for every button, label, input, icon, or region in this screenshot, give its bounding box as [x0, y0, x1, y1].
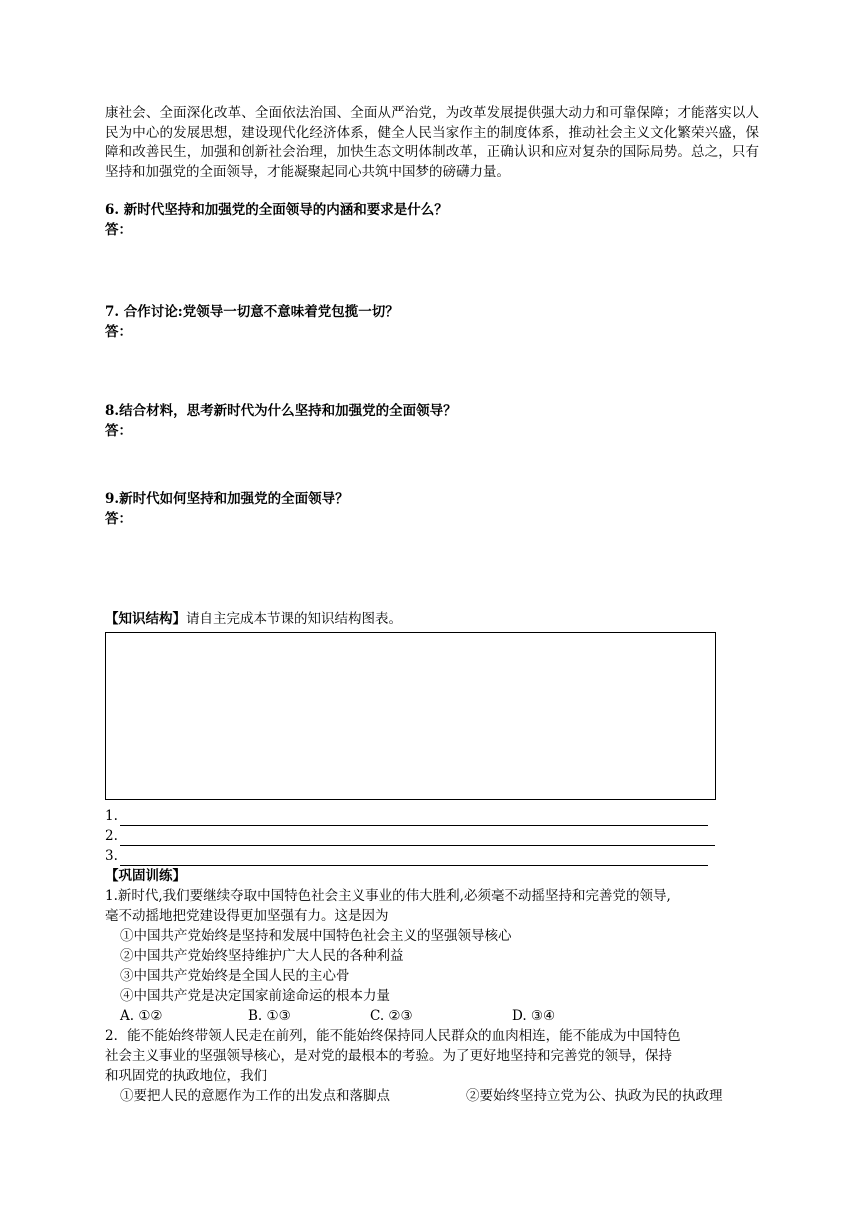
- blank-line-2[interactable]: [120, 831, 715, 846]
- practice-q1-statement-3: ③中国共产党始终是全国人民的主心骨: [120, 968, 350, 984]
- question-9: 9.新时代如何坚持和加强党的全面领导？: [105, 491, 349, 507]
- practice-q1-statement-1: ①中国共产党始终是坚持和发展中国特色社会主义的坚强领导核心: [120, 928, 512, 944]
- blank-line-1[interactable]: [120, 811, 708, 826]
- answer-label-7: 答：: [105, 324, 132, 340]
- blank-line-3[interactable]: [120, 851, 708, 866]
- practice-q2-stem-line-2: 社会主义事业的坚强领导核心，是对党的最根本的考验。为了更好地坚持和完善党的领导，保持: [105, 1048, 672, 1064]
- blank-number-2: 2.: [105, 828, 118, 844]
- answer-label-6: 答：: [105, 222, 132, 238]
- answer-label-8: 答：: [105, 423, 132, 439]
- option-b[interactable]: B. ①③: [248, 1008, 291, 1024]
- practice-heading: 【巩固训练】: [105, 868, 186, 884]
- knowledge-structure-header: [105, 609, 402, 629]
- practice-q2-stem-line-1: 2．能不能始终带领人民走在前列，能不能始终保持同人民群众的血肉相连，能不能成为中国特色: [105, 1028, 681, 1044]
- blank-number-1: 1.: [105, 808, 118, 824]
- practice-q1-statement-2: ②中国共产党始终坚持维护广大人民的各种利益: [120, 948, 404, 964]
- option-a[interactable]: A. ①②: [120, 1008, 163, 1024]
- practice-q2-statement-1: ①要把人民的意愿作为工作的出发点和落脚点: [120, 1088, 390, 1104]
- blank-row-1[interactable]: [105, 806, 708, 826]
- knowledge-structure-heading: 【知识结构】: [105, 611, 186, 627]
- intro-paragraph: 康社会、全面深化改革、全面依法治国、全面从严治党，为改革发展提供强大动力和可靠保障；才能落实以人民为中心的发展思想，建设现代化经济体系，健全人民当家作主的制度体系，推动社会主义文化繁荣兴盛，保障和改善民生，加强和创新社会治理，加快生态文明体制改革，正确认识和应对复杂的国际局势。总之，只有坚持和加强党的全面领导，才能凝聚起同心共筑中国梦的磅礴力量。: [105, 105, 759, 180]
- practice-q1-stem-line-1: 1.新时代,我们要继续夺取中国特色社会主义事业的伟大胜利,必须毫不动摇坚持和完善党的领导,: [105, 888, 671, 904]
- blank-row-2[interactable]: [105, 826, 715, 846]
- practice-q2-statement-2: ②要始终坚持立党为公、执政为民的执政理: [466, 1088, 723, 1104]
- practice-q1-stem-line-2: 毫不动摇地把党建设得更加坚强有力。这是因为: [105, 908, 389, 924]
- option-d[interactable]: D. ③④: [512, 1008, 556, 1024]
- question-6: 6. 新时代坚持和加强党的全面领导的内涵和要求是什么？: [105, 202, 448, 218]
- option-c[interactable]: C. ②③: [370, 1008, 413, 1024]
- blank-row-3[interactable]: [105, 846, 708, 866]
- practice-q1-statement-4: ④中国共产党是决定国家前途命运的根本力量: [120, 988, 390, 1004]
- practice-q2-stem-line-3: 和巩固党的执政地位，我们: [105, 1068, 267, 1084]
- answer-label-9: 答：: [105, 511, 132, 527]
- knowledge-structure-instruction: 请自主完成本节课的知识结构图表。: [186, 611, 402, 627]
- question-7: 7. 合作讨论:党领导一切意不意味着党包揽一切？: [105, 304, 399, 320]
- practice-q1-options: [120, 1006, 740, 1026]
- blank-number-3: 3.: [105, 848, 118, 864]
- knowledge-structure-box[interactable]: [105, 632, 716, 800]
- question-8: 8.结合材料，思考新时代为什么坚持和加强党的全面领导？: [105, 403, 457, 419]
